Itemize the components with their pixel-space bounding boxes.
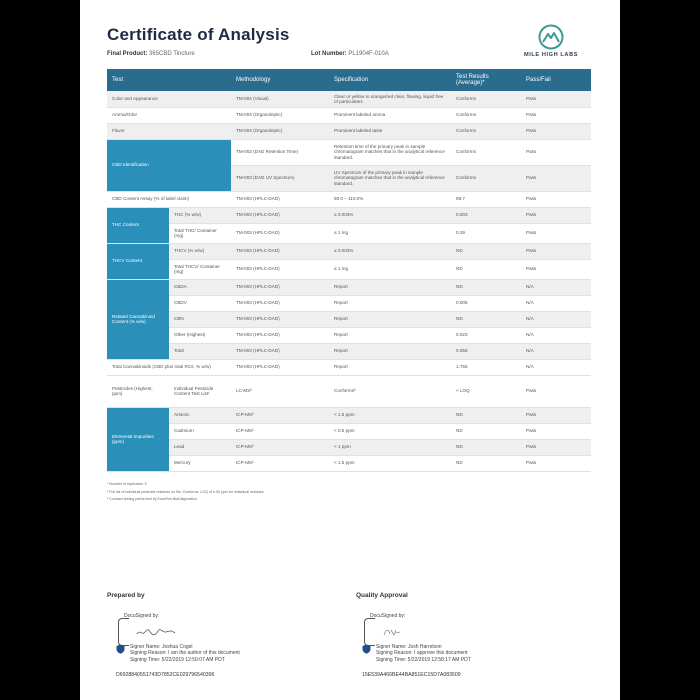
result-cell: Conforms [451,107,521,123]
spec-cell: Clear or yellow to orange/red clear, flowing, liquid free of particulates [329,91,451,107]
result-cell: 98.7 [451,191,521,207]
sub-test-cell: CBN [169,311,231,327]
lot-number-value: PL1904F-010A [348,51,389,57]
table-row [107,295,591,311]
signing-reason: Signing Reason: I approve this document [376,650,468,657]
method-cell: TM-003 (HPLC-DAD) [231,279,329,295]
result-cell: Conforms [451,91,521,107]
pass-cell: Pass [521,439,591,455]
test-cell: Color and Appearance [107,91,231,107]
envelope-id: 15E539A466BE44BA851EC15D7A083509 [362,672,461,678]
method-cell: TM-003 (HPLC-DAD) [231,311,329,327]
result-cell: ND [451,455,521,471]
shield-icon [116,644,125,654]
spec-cell: < 1 ppm [329,439,451,455]
handwritten-signature [136,627,176,637]
pass-cell: Pass [521,165,591,191]
spec-cell: Retention time of the primary peak in sample chromatogram matches that in the analytical reference standard. [329,139,451,165]
docusigned-label: DocuSigned by: [124,613,160,619]
pass-cell: N/A [521,295,591,311]
sub-test-cell: THC (% w/w) [169,207,231,223]
method-cell: TM-004 (Organoleptic) [231,107,329,123]
table-row [107,279,591,295]
sub-test-cell: Total THCV/ Container (mg) [169,259,231,279]
header-test-results: Test Results (Average)* [451,69,521,91]
group-cell: CBD Identification [107,139,231,191]
sub-test-cell: Lead [169,439,231,455]
sub-test-cell: CBDV [169,295,231,311]
result-cell: 0.29 [451,223,521,243]
method-cell: TM-003 (HPLC-DAD) [231,295,329,311]
handwritten-signature [382,627,402,637]
table-row [107,223,591,243]
footnote: * Number of replicates: 3 [107,482,147,486]
table-row [107,375,591,407]
table-row [107,311,591,327]
result-cell: ND [451,311,521,327]
spec-cell: ≤ 1 mg [329,259,451,279]
spec-cell: Conforms² [329,375,451,407]
table-row [107,107,591,123]
docusigned-label: DocuSigned by: [370,613,406,619]
sub-test-cell: Individual Pesticide Content Test List¹ [169,375,231,407]
pass-cell: Pass [521,191,591,207]
analysis-table [107,69,591,472]
method-cell: TM-003 (HPLC-DAD) [231,243,329,259]
table-row [107,259,591,279]
table-row [107,327,591,343]
result-cell: Conforms [451,123,521,139]
final-product [107,51,195,57]
spec-cell: < 1.5 ppm [329,455,451,471]
spec-cell: ≤ 0.003% [329,207,451,223]
table-row [107,455,591,471]
signing-time: Signing Time: 5/22/2019 12:50:07 AM PDT [130,656,225,663]
pass-cell: Pass [521,407,591,423]
result-cell: ND [451,259,521,279]
method-cell: ICP-MS² [231,407,329,423]
header-methodology: Methodology [231,69,329,91]
pass-cell: Pass [521,107,591,123]
table-row [107,123,591,139]
method-cell: TM-004 (Visual) [231,91,329,107]
pass-cell: Pass [521,91,591,107]
spec-cell: 90.0 – 110.0% [329,191,451,207]
result-cell: 0.023 [451,327,521,343]
lot-number [311,51,389,57]
pass-cell: Pass [521,243,591,259]
spec-cell: Report [329,295,451,311]
pass-cell: N/A [521,343,591,359]
pass-cell: Pass [521,455,591,471]
method-cell: TM-003 (HPLC-DAD) [231,327,329,343]
sub-test-cell: Cadmium [169,423,231,439]
pass-cell: Pass [521,207,591,223]
result-cell: Conforms [451,139,521,165]
test-cell: Flavor [107,123,231,139]
sub-test-cell: THCV (% w/w) [169,243,231,259]
signer-name: Signer Name: Joshua Cogel [130,644,193,650]
prepared-by-label: Prepared by [107,592,145,599]
spec-cell: ≤ 1 mg [329,223,451,243]
result-cell: ND [451,407,521,423]
header-specification: Specification [329,69,451,91]
spec-cell: Report [329,311,451,327]
signing-time: Signing Time: 5/22/2019 12:58:17 AM PDT [376,656,471,663]
footnote: ¹ Full list of individual pesticide residues on file. Conforms: LOQ of 0.05 ppm for individual residues. [107,489,265,494]
header-test: Test [107,69,231,91]
result-cell: Conforms [451,165,521,191]
method-cell: TM-003 (HPLC-DAD) [231,191,329,207]
method-cell: ICP-MS² [231,455,329,471]
pass-cell: Pass [521,375,591,407]
spec-cell: Prominent labeled aroma [329,107,451,123]
result-cell: ND [451,423,521,439]
method-cell: TM-003 (HPLC-DAD) [231,207,329,223]
sub-test-cell: Arsenic [169,407,231,423]
test-cell: Pesticides (Highest, ppm) [107,375,169,407]
spec-cell: Report [329,359,451,375]
envelope-id: D6928840551743D7852CE029796540396 [116,672,215,678]
group-cell: Related Cannabinoid Content (% w/w) [107,279,169,359]
spec-cell: < 0.5 ppm [329,423,451,439]
result-cell: 0.056 [451,343,521,359]
footnote: ² Contract testing performed by EuroFins BioDiagnostics. [107,497,198,501]
logo-text: MILE HIGH LABS [523,52,579,58]
result-cell: 1.755 [451,359,521,375]
footnotes [107,481,265,504]
quality-approval-label: Quality Approval [356,592,408,599]
mountain-icon [538,24,564,50]
signer-details [376,644,471,663]
spec-cell: UV Spectrum of the primary peak in sample chromatogram matches that in the analytical reference standard. [329,165,451,191]
pass-cell: Pass [521,223,591,243]
result-cell: 0.005 [451,295,521,311]
shield-icon [362,644,371,654]
method-cell: ICP-MS² [231,439,329,455]
table-row [107,439,591,455]
table-row [107,243,591,259]
sub-test-cell: CBDA [169,279,231,295]
pass-cell: Pass [521,423,591,439]
pass-cell: N/A [521,279,591,295]
lot-number-label: Lot Number: [311,51,347,57]
method-cell: ICP-MS² [231,423,329,439]
table-row [107,423,591,439]
result-cell: ND [451,279,521,295]
method-cell: TM-003 (HPLC-DAD) [231,359,329,375]
group-cell: THCV Content [107,243,169,279]
spec-cell: ≤ 0.003% [329,243,451,259]
table-row [107,191,591,207]
method-cell: TM-004 (Organoleptic) [231,123,329,139]
method-cell: TM-003 (DAD UV Spectrum) [231,165,329,191]
group-cell: Elemental Impurities (ppm) [107,407,169,471]
page-title: Certificate of Analysis [107,25,290,44]
certificate-page [80,0,620,700]
final-product-label: Final Product: [107,51,148,57]
spec-cell: Prominent labeled taste [329,123,451,139]
result-cell: < LOQ [451,375,521,407]
result-cell: ND [451,439,521,455]
result-cell: ND [451,243,521,259]
test-cell: Total Cannabinoids (CBD plus total RCs, % w/w) [107,359,231,375]
company-logo [516,24,586,58]
method-cell: TM-003 (DAD Retention Time) [231,139,329,165]
spec-cell: Report [329,327,451,343]
method-cell: TM-003 (HPLC-DAD) [231,259,329,279]
result-cell: 0.003 [451,207,521,223]
table-row [107,407,591,423]
signer-name: Signer Name: Josh Harrelson [376,644,442,650]
spec-cell: Report [329,343,451,359]
table-row [107,343,591,359]
sub-test-cell: Total THC/ Container (mg) [169,223,231,243]
spec-cell: < 1.5 ppm [329,407,451,423]
pass-cell: Pass [521,259,591,279]
method-cell: TM-003 (HPLC-DAD) [231,343,329,359]
pass-cell: Pass [521,123,591,139]
test-cell: CBD Content Assay (% of label claim) [107,191,231,207]
signer-details [130,644,240,663]
sub-test-cell: Mercury [169,455,231,471]
signature-bracket [364,618,375,646]
sub-test-cell: Total [169,343,231,359]
table-row [107,139,591,165]
pass-cell: Pass [521,139,591,165]
method-cell: TM-003 (HPLC-DAD) [231,223,329,243]
final-product-value: 365CBD Tincture [149,51,195,57]
table-row [107,359,591,375]
pass-cell: N/A [521,311,591,327]
sub-test-cell: Other (Highest) [169,327,231,343]
table-row [107,207,591,223]
header-pass-fail: Pass/Fail [521,69,591,91]
test-cell: Aroma/Odor [107,107,231,123]
signature-bracket [118,618,129,646]
group-cell: THC Content [107,207,169,243]
signing-reason: Signing Reason: I am the author of this document [130,650,240,657]
method-cell: LC-MS² [231,375,329,407]
spec-cell: Report [329,279,451,295]
table-row [107,91,591,107]
pass-cell: N/A [521,359,591,375]
pass-cell: N/A [521,327,591,343]
